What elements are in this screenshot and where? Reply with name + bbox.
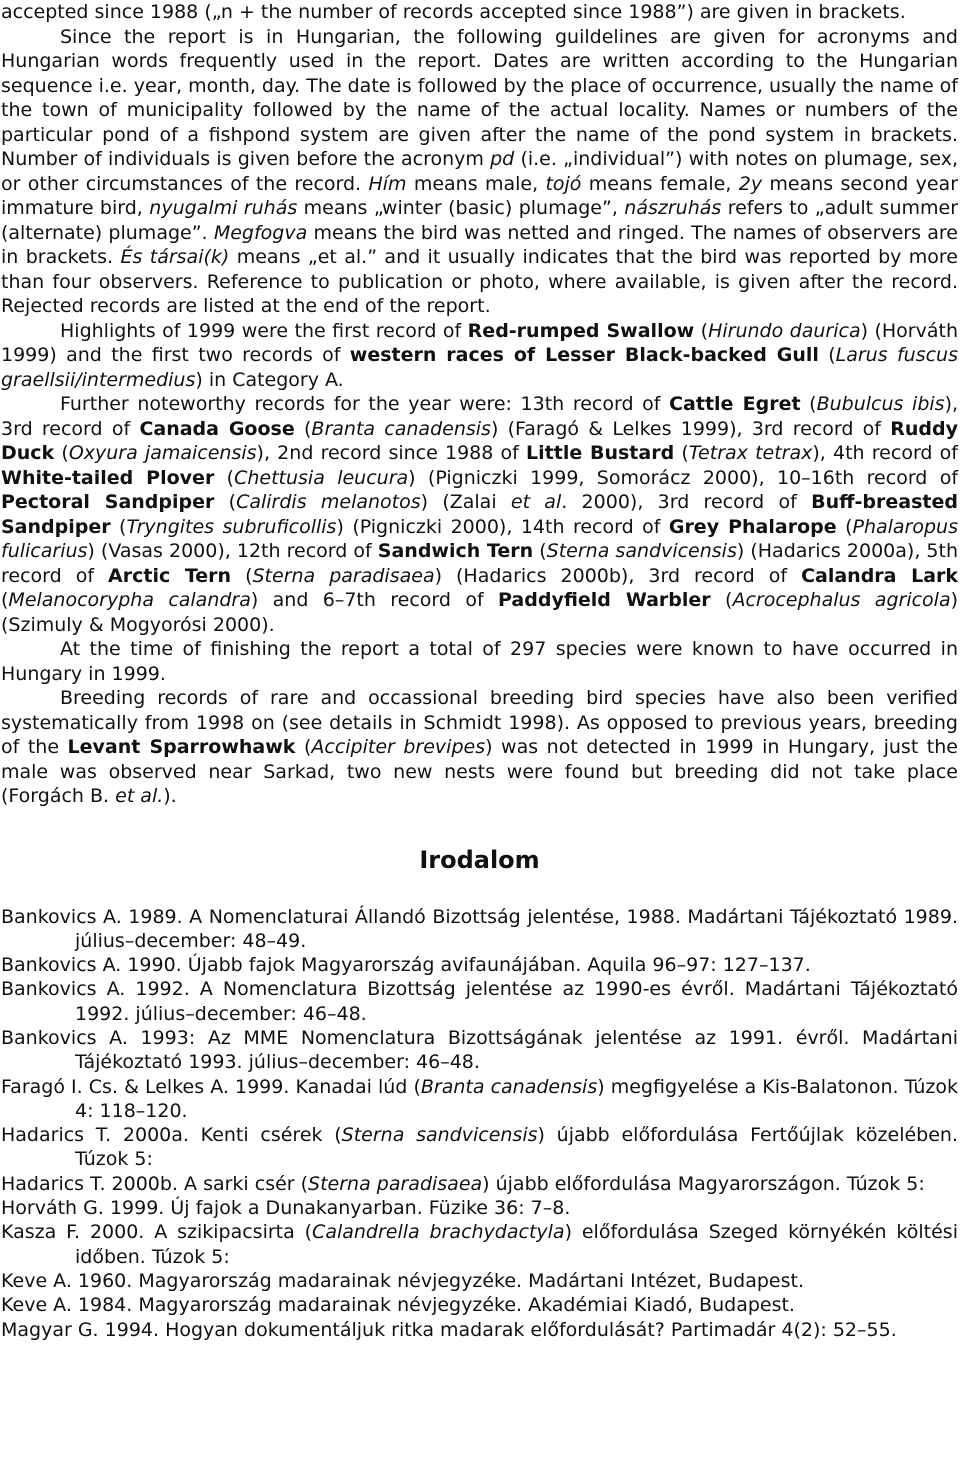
text-run: ). [163,785,177,807]
text-run: ( [694,319,709,342]
reference-list [1,905,958,1342]
reference-entry [1,977,958,1026]
italic-term: Phalaropus fulicarius [1,515,958,562]
italic-term: Melanocorypha calandra [8,589,251,611]
paragraph-highlights [1,319,958,393]
italic-term: Hirundo daurica [708,319,861,342]
text-run: means female, [581,172,739,195]
text-run: ), 3rd record of [1,393,959,440]
italic-term: Sterna paradisaea [308,1172,483,1195]
bold-species-name: western races of Lesser Black-backed Gull [349,344,819,366]
paragraph-guidelines [1,25,958,319]
italic-term: Branta canadensis [420,1075,598,1098]
italic-term: Branta canadensis [311,417,491,440]
italic-term: Accipiter brevipes [311,736,486,758]
text-run: ), 4th record of [812,442,958,464]
italic-term: et al [510,491,562,513]
text-run: ( [295,736,312,758]
italic-term: pd [490,148,515,170]
text-run: . 2000), 3rd record of [561,491,812,513]
text-run: ( [214,466,235,489]
references-heading: Irodalom [419,845,540,874]
italic-term: Sterna paradisaea [252,564,435,587]
text-run: Magyar G. 1994. Hogyan dokumentáljuk ritka madarak előfordulását? Partimadár 4(2): 52–55. [1,1318,897,1341]
text-run: Faragó I. Cs. & Lelkes A. 1999. Kanadai lúd ( [1,1075,421,1098]
text-run: ) (Hadarics 2000a), 5th record of [1,540,959,587]
text-run: means male, [406,172,546,195]
text-run: ) (Faragó & Lelkes 1999), 3rd record of [490,417,891,440]
italic-term: Calirdis melanotos [236,491,421,513]
text-run: means „winter (basic) plumage”, [297,197,625,219]
text-run: ) újabb előfordulása Fertőújlak közelében. Túzok 5: [75,1124,959,1171]
paragraph-intro-continued [1,0,958,25]
text-run: (i.e. „individual”) with notes on plumage, sex, or other circumstances of the record. [1,148,958,195]
reference-entry [1,905,958,954]
text-run: Horváth G. 1999. Új fajok a Dunakanyarban. Füzike 36: 7–8. [1,1197,571,1220]
bold-species-name: Paddyfield Warbler [498,589,711,611]
text-run: ) (Zalai [420,491,511,513]
paragraph-species-total [1,637,958,686]
text-run: ) megfigyelése a Kis-Balatonon. Túzok 4: 118–120. [75,1075,958,1122]
text-run: At the time of finishing the report a total of 297 species were known to have occurred in Hungary in 1999. [1,638,958,685]
text-run: ) and 6–7th record of [250,589,498,611]
text-run: means „et al.” and it usually indicates that the bird was reported by more than four observers. Reference to publication or photo, where available, is given after the record. Rejected records are listed at the end of the report. [1,246,959,317]
bold-species-name: Red-rumped Swallow [467,319,695,342]
text-run: ( [800,393,817,415]
text-run: Bankovics A. 1993: Az MME Nomenclatura Bizottságának jelentése az 1991. évről. Madártani Tájékoztató 1993. július–december: 46–48. [1,1026,958,1074]
italic-term: tojó [545,172,582,195]
text-run: Hadarics T. 2000a. Kenti csérek ( [1,1124,342,1147]
text-run: ) előfordulása Szeged környékén költési időben. Túzok 5: [75,1221,958,1268]
text-run: ) (Pigniczki 2000), 14th record of [336,515,669,538]
text-run: ) in Category A. [195,368,344,391]
text-run: refers to „adult summer (alternate) plumage”. [1,197,959,244]
text-run: Since the report is in Hungarian, the following guildelines are given for acronyms and Hungarian words frequently used in the report. Dates are written according to the Hungarian sequence i.e. year, month, day. The date is followed by the place of occurrence, usually the name of the town of municipality followed by the name of the actual locality. Names or numbers of the particular pond of a fishpond system are given after the name of the pond system in brackets. Number of individuals is given before the acronym [1,25,958,170]
paragraph-noteworthy-records [1,392,958,637]
italic-term: Chettusia leucura [234,466,409,489]
reference-entry [1,953,958,977]
text-run: ) (Vasas 2000), 12th record of [87,540,378,562]
italic-term: 2y [738,172,763,195]
bold-species-name: Grey Phalarope [668,515,837,538]
text-run: ( [836,515,853,538]
bold-species-name: Ruddy Duck [1,417,959,464]
bold-species-name: Canada Goose [139,417,295,440]
italic-term: nyugalmi ruhás [149,197,298,219]
bold-species-name: Levant Sparrowhawk [67,736,296,758]
text-run: ( [533,540,547,562]
text-run: accepted since 1988 („n + the number of records accepted since 1988”) are given in brackets. [1,1,906,23]
text-run: Keve A. 1984. Magyarország madarainak névjegyzéke. Akadémiai Kiadó, Budapest. [1,1294,795,1317]
text-run: ( [231,564,253,587]
bold-species-name: Calandra Lark [801,564,959,587]
italic-term: Oxyura jamaicensis [68,442,257,464]
text-run: ( [110,515,127,538]
italic-term: És társai(k) [120,246,230,268]
text-run: ( [1,589,9,611]
text-run: Keve A. 1960. Magyarország madarainak névjegyzéke. Madártani Intézet, Budapest. [1,1269,805,1292]
bold-species-name: Cattle Egret [669,393,801,415]
reference-entry [1,1293,958,1317]
text-run: ) (Hadarics 2000b), 3rd record of [434,564,802,587]
text-run: means second year immature bird, [1,172,959,219]
italic-term: Sterna sandvicensis [546,540,737,562]
text-run: ) (Horváth 1999) and the first two records of [1,319,958,366]
text-run: means the bird was netted and ringed. The names of observers are in brackets. [1,221,958,268]
italic-term: et al. [115,785,164,807]
text-run: ( [214,491,237,513]
italic-term: Acrocephalus agricola [732,589,951,611]
text-run: Kasza F. 2000. A szikipacsirta ( [1,1221,313,1244]
text-run: ( [674,442,689,464]
reference-entry [1,1026,958,1075]
text-run: ), 2nd record since 1988 of [256,442,527,464]
reference-entry [1,1196,958,1220]
reference-entry [1,1075,958,1124]
italic-term: Sterna sandvicensis [341,1124,538,1147]
italic-term: Tryngites subruficollis [126,515,337,538]
italic-term: Hím [368,172,407,195]
text-run: ( [710,589,733,611]
italic-term: nászruhás [624,197,722,219]
bold-species-name: Arctic Tern [108,564,232,587]
reference-entry [1,1220,958,1269]
bold-species-name: Buff-breasted Sandpiper [1,491,958,538]
text-run: ) újabb előfordulása Magyarországon. Túzok 5: [482,1172,925,1195]
text-run: Bankovics A. 1989. A Nomenclaturai Állandó Bizottság jelentése, 1988. Madártani Tájékoztató 1989. július–december: 48–49. [1,905,958,952]
text-run: Highlights of 1999 were the first record of [60,319,468,342]
text-run: Bankovics A. 1992. A Nomenclatura Bizottság jelentése az 1990-es évről. Madártani Tájékoztató 1992. július–december: 46–48. [1,978,958,1025]
text-run: ( [54,442,69,464]
bold-species-name: Pectoral Sandpiper [1,491,215,513]
paragraph-breeding-records [1,686,958,809]
italic-term: Larus fuscus graellsii/intermedius [1,344,958,391]
text-run: ) (Pigniczki 1999, Somorácz 2000), 10–16th record of [408,466,959,489]
text-run: Hadarics T. 2000b. A sarki csér ( [1,1172,309,1195]
reference-entry [1,1269,958,1293]
reference-entry [1,1172,958,1196]
text-run: ( [818,344,836,366]
text-run: ) (Szimuly & Mogyorósi 2000). [1,589,959,636]
italic-term: Megfogva [213,221,308,244]
text-run: ( [294,417,312,440]
bold-species-name: Sandwich Tern [377,540,534,562]
italic-term: Calandrella brachydactyla [312,1221,565,1244]
text-run: Breeding records of rare and occassional breeding bird species have also been verified systematically from 1998 on (see details in Schmidt 1998). As opposed to previous years, breeding of the [1,687,958,758]
reference-entry [1,1123,958,1172]
text-run: ) was not detected in 1999 in Hungary, just the male was observed near Sarkad, two new nests were found but breeding did not take place (Forgách B. [1,736,958,807]
text-run: Further noteworthy records for the year were: 13th record of [60,393,670,415]
text-run: Bankovics A. 1990. Újabb fajok Magyarország avifaunájában. Aquila 96–97: 127–137. [1,954,811,977]
bold-species-name: Little Bustard [526,442,675,464]
bold-species-name: White-tailed Plover [1,466,215,489]
italic-term: Bubulcus ibis [816,393,945,415]
italic-term: Tetrax tetrax [688,442,813,464]
reference-entry [1,1318,958,1342]
